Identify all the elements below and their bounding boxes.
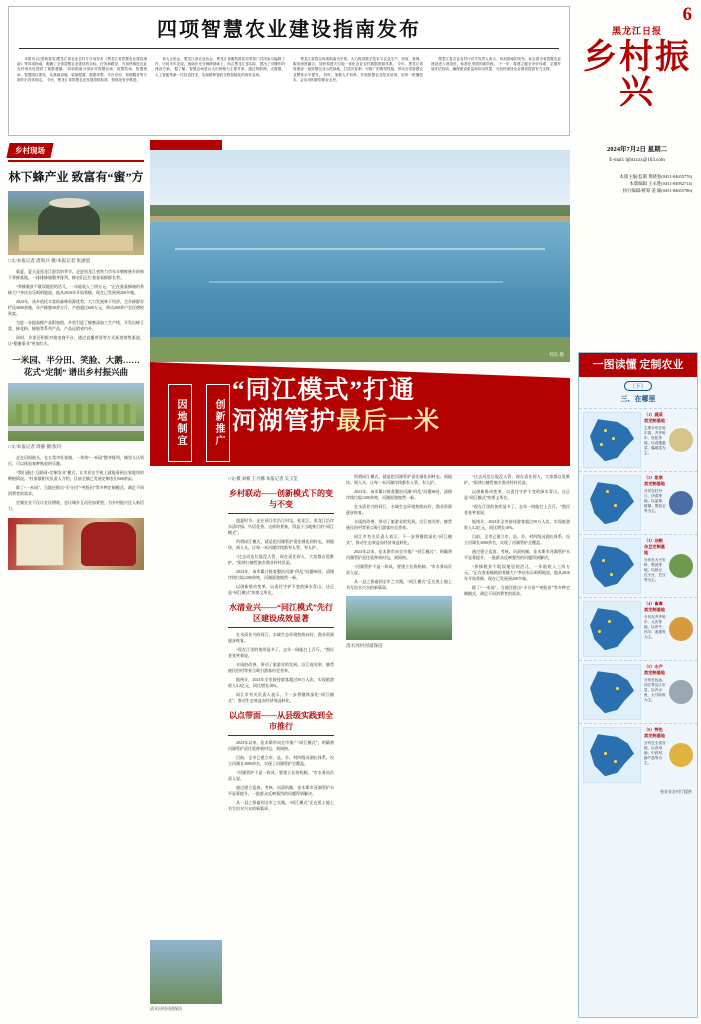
page-number: 6 xyxy=(682,4,692,25)
article-subhead-3: 以点带面——从县级实践到全市推行 xyxy=(228,710,334,736)
map-dot xyxy=(600,443,603,446)
contact-line: 本版编辑 王永胜(0451-84082714) xyxy=(629,181,692,187)
stamp-left xyxy=(158,384,192,462)
map-dot xyxy=(614,504,617,507)
left-body-2: 走在田间地头，在五常市杜家镇，一块块“一米园”整齐排列，城里人认领后，可以体验春种秋收的乐趣。 “我们通过‘互联网+定制农业’模式，让市民在手机上就能看到自家地块的种植情况。”杜家镇相关负责人介绍，目前全镇已发展定制农田500余亩。 除了“一米园”，当地还推出“半分田”“笑脸田”等多种定制模式，满足不同消费者的需求。 定制农业不仅让农民增收，也让城乡互动更加紧密，为乡村振兴注入新活力。 xyxy=(8,454,144,511)
top-headline: 四项智慧农业建设指南发布 xyxy=(157,19,421,41)
hero-photo xyxy=(150,150,570,362)
map-dot xyxy=(610,573,613,576)
item-text: （2）浆果类定制基地 分布在牡丹江、伊春等地，以蓝莓、树莓、黑加仑等为主。 xyxy=(644,475,666,514)
contact-line: 本版主编/监制 黄晓春(0451-84655776) xyxy=(619,174,692,180)
main-title-line1: “同江模式”打通 xyxy=(232,377,416,404)
province-map xyxy=(583,538,641,594)
photo-caption: □文/本报记者 唐海兵 摄/本报记者 张澍宸 xyxy=(8,258,91,264)
article-subhead-2: 水清业兴——“同江模式”先行区建设成效显著 xyxy=(228,602,334,628)
river-cleaning-photo xyxy=(346,596,452,640)
map-dot xyxy=(602,559,605,562)
photo-person xyxy=(81,522,135,566)
meat-thumb xyxy=(669,617,693,641)
infographic-subtitle: （下） xyxy=(579,381,697,391)
bottom-photo xyxy=(150,940,222,1004)
beekeeper-photo xyxy=(8,191,144,255)
photo-beehive xyxy=(19,235,133,252)
article-subhead-1: 乡村联动——创新模式下的变与不变 xyxy=(228,488,334,514)
article-body-continued-2: “过去河边垃圾没人管，现在责任到人，大家都自觉维护。”街津口赫哲族乡渔业村村民说。 以创新推动变革，以责任守护不变的绿水青山，这正是“同江模式”的要义所在。 “现在江里的鱼明显多了，去年一网能打上百斤。”渔民老张笑着说。 据统计，2023年全市接待游客超过50万人次，实现旅游收入3.2亿元，同比增长18%。 目前，全市已建立市、县、乡、村四级河湖长体系，设立河湖长3000余名，实现了河湖管护全覆盖。 通过建立巡查、考核、问责机制，佳木斯市河湖管护水平显著提升，一批群众反映强烈的问题得到解决。 “养蜂脱贫不耽误地里的活儿，一年能收入三四万元。”正在查看蜂箱的养蜂大户李庆东乐呵呵地说，他从2016年开始养蜂，现在已发展到200多箱。 除了“一米园”，当地还推出“半分田”“笑脸田”等多种定制模式，满足不同消费者的需求。 xyxy=(464,474,570,596)
grain-thumb xyxy=(669,554,693,578)
section-tag-village-scene: 乡村现场 xyxy=(6,143,53,158)
left-kicker: 一米园、半分田、笑脸、大鹅…… 花式“定制” 谱出乡村振兴曲 xyxy=(12,355,140,378)
hero-photo-credit: 何东 摄 xyxy=(549,352,564,357)
stamp-left-text: 因地制宜 xyxy=(168,384,192,462)
infographic-title: 一图读懂 定制农业 xyxy=(579,353,697,377)
article-body-1: 盛夏时节，走在同江市沿江村屯，松花江、黑龙江沿岸水清岸绿、鸟语花香。这样的景象，得益于当地推行的“同江模式”。 所谓同江模式，就是把河湖管护责任细化到村屯、到地块、到人头，让每一米河湖岸线都有人管、有人护。 “过去河边垃圾没人管，现在责任到人，大家都自觉维护。”街津口赫哲族乡渔业村村民说。 2023年，该市累计排查整治河湖“四乱”问题86处，清理岸线垃圾1200余吨，河湖面貌焕然一新。 以创新推动变革，以责任守护不变的绿水青山，这正是“同江模式”的要义所在。 xyxy=(228,518,334,595)
map-shape xyxy=(590,419,634,461)
infographic-item xyxy=(579,408,697,471)
infographic-item xyxy=(579,471,697,534)
hero-bank xyxy=(150,337,570,362)
photo2-caption: □文/本报记者 周静 摄/张玲 xyxy=(8,443,62,449)
article-byline: □文/摄 刘栋 王月娜 本报记者 吴玉玺 xyxy=(228,476,298,481)
item-text: （4）畜禽类定制基地 分布在齐齐哈尔、大庆等地，以肉牛、肉羊、禽蛋等为主。 xyxy=(644,601,666,640)
onion-thumb xyxy=(669,428,693,452)
berry-thumb xyxy=(669,491,693,515)
left-body: 临夏，夏天是黑龙江最美的季节。走进黑龙江省铁力市年丰朝鲜族乡的林下养蜂基地，一排排蜂箱整齐排列，蜂农们正忙着查看蜂群长势。 “养蜂脱贫不耽误地里的活儿，一年能收入三四万元。”正在查看蜂箱的养蜂大户李庆东乐呵呵地说，他从2016年开始养蜂，现在已发展到200多箱。 2023年，该乡依托丰富的森林资源优势，大力发展林下经济，全乡蜂群存栏达3000余箱，年产蜂蜜30余万斤，产值超过600万元，带动200余户农民增收致富。 为进一步提高蜂产品附加值，乡里引进了蜂蜜深加工生产线，开发出蜂王浆、蜂花粉、蜂胶等系列产品，产品远销省内外。 同时，乡里还积极对接电商平台，通过直播带货等方式拓宽销售渠道，让“甜蜜事业”更加红火。 xyxy=(8,269,144,347)
section-title: 乡村振兴 xyxy=(583,39,691,111)
infographic-item xyxy=(579,723,697,786)
article-columns xyxy=(228,474,570,815)
item-text: （3）杂粮杂豆定制基地 分布在大兴安岭、黑河等地，以绿豆、红小豆、芸豆等为主。 xyxy=(644,538,666,583)
main-title-line2: 河湖管护最后一米 xyxy=(232,407,441,435)
top-columns xyxy=(9,53,569,92)
article-col-3 xyxy=(464,474,570,815)
item-text: （5）水产类定制基地 分布在抚远、同江等沿江市县，以冷水鱼、大马哈鱼为主。 xyxy=(644,664,666,703)
province-map xyxy=(583,475,641,531)
section-tag-row xyxy=(8,140,144,162)
certificate-photo xyxy=(8,518,144,570)
article-photo-caption: 清水河村河道保洁 xyxy=(346,643,383,648)
map-shape xyxy=(590,671,634,713)
main-title xyxy=(232,376,562,437)
item-text: （1）蔬菜类定制基地 主要分布在哈尔滨、齐齐哈尔、绥化等地，以设施蔬菜、露地菜为主。 xyxy=(644,412,666,456)
map-shape xyxy=(590,545,634,587)
map-dot xyxy=(598,630,601,633)
top-article xyxy=(8,6,570,136)
infographic-section: 三、在哪里 xyxy=(620,395,656,404)
left-column xyxy=(8,140,144,570)
bottom-photo-caption: 清水河村河道保洁 xyxy=(150,1006,182,1011)
stamp-right-text: 创新推广 xyxy=(206,384,230,462)
item-text: （6）特色类定制基地 分布在全省各地，以食用菌、中药材、蜂产品等为主。 xyxy=(644,727,666,766)
article-col-1 xyxy=(228,474,334,815)
issue-date: 2024年7月2日 星期二 xyxy=(606,146,668,154)
photo-certificate xyxy=(16,524,64,566)
map-dot xyxy=(614,760,617,763)
map-dot xyxy=(612,437,615,440)
contact-line: 执行编辑/统筹 姜 颖(0451-84655786) xyxy=(622,188,692,194)
province-map xyxy=(583,601,641,657)
left-headline: 林下蜂产业 致富有“蜜”方 xyxy=(8,170,144,184)
map-dot xyxy=(606,490,609,493)
main-title-emphasis: 最后一米 xyxy=(336,407,441,435)
map-shape xyxy=(590,608,634,650)
stamp-right xyxy=(196,384,230,462)
article-col-2 xyxy=(346,474,452,815)
photo-plots xyxy=(16,404,136,424)
infographic-panel xyxy=(578,352,698,1018)
map-dot xyxy=(616,687,619,690)
top-col-2: 省大豆协会、黑龙江省农业协会、黑龙江省畜牧兽医局等部门共同参与编制工作，历时半年完成。指南在充分调研基础上，结合黑龙江省实际，提出了可操作的建设方案。 据了解，智慧农场是以大田种植为主要对象，通过物联网、大数据、人工智能等新一代信息技术，实现耕种管收全程智能化的现代农场。 xyxy=(155,57,285,77)
article-body-2: 在水清业兴的同江，水域生态环境持续向好，渔业资源逐步恢复。 “现在江里的鱼明显多了，去年一网能打上百斤。”渔民老张笑着说。 水质的改善，带动了旅游业的发展。沿江观光带、赫哲族民俗村等景点吸引游客纷至沓来。 据统计，2023年全市接待游客超过50万人次，实现旅游收入3.2亿元，同比增长18%。 同江市有关负责人表示，下一步将继续深化“同江模式”，推动生态效益向经济效益转化。 xyxy=(228,632,334,703)
infographic-source: 省农业农村厅提供 xyxy=(660,789,692,795)
paper-logo: 黑龙江日报 xyxy=(611,26,662,36)
province-map xyxy=(583,412,641,468)
map-dot xyxy=(604,752,607,755)
farmland-photo xyxy=(8,383,144,441)
divider xyxy=(19,48,559,49)
top-col-4: 黑龙江省农业农村厅有关负责人表示，四项指南的发布，标志着全省智慧农业建设进入规范化、标准化发展的新阶段。 下一步，将建立健全评价体系，定期开展评估验收，确保建设质量和应用效果，为加快建设农业强省提供有力支撑。 xyxy=(431,57,561,72)
hero-water-glint xyxy=(209,281,503,283)
map-dot xyxy=(604,429,607,432)
province-map xyxy=(583,727,641,783)
fish-thumb xyxy=(669,680,693,704)
editor-contacts xyxy=(578,173,696,194)
top-col-3: 黑龙江省将以四项指南为引领，大力推进数字技术与农业生产、经营、管理、服务深度融合，加快构建天空地一体化农业农村数据资源体系。 今年，黑龙江省将建设一批智慧农业示范基地，打造可复制、可推广的典型样板，带动全省智慧农业整体水平提升。 同时，加强人才培养，开展智慧农业技术培训，培育一批懂技术、会应用的新型职业农民。 xyxy=(293,57,423,82)
masthead xyxy=(578,4,696,194)
infographic-item xyxy=(579,534,697,597)
hero-water-glint xyxy=(175,248,545,250)
article-body-continued: 所谓同江模式，就是把河湖管护责任细化到村屯、到地块、到人头，让每一米河湖岸线都有人管、有人护。 2023年，该市累计排查整治河湖“四乱”问题86处，清理岸线垃圾1200余吨，河湖面貌焕然一新。 在水清业兴的同江，水域生态环境持续向好，渔业资源逐步恢复。 水质的改善，带动了旅游业的发展。沿江观光带、赫哲族民俗村等景点吸引游客纷至沓来。 同江市有关负责人表示，下一步将继续深化“同江模式”，推动生态效益向经济效益转化。 2023年以来，佳木斯市向全市推广“同江模式”，明确将河湖管护责任延伸到村屯、到网格。 “河湖管护不是一阵风，要建立长效机制。”市水务局负责人说。 从一县之探索到全市之实践，“同江模式”正在黑土地上书写治水兴水的新篇章。 xyxy=(346,474,452,590)
infographic-item xyxy=(579,660,697,723)
map-dot xyxy=(608,620,611,623)
top-col-1: 本报讯 (记者黄春英)黑龙江省农业农村厅日前发布《黑龙江省智慧农业建设指南》等四项指南，明确了全省智慧农业建设的目标、任务和路径，为加快推进农业农村现代化提供了重要遵循。 四项指南分别针对智慧农场、智慧牧场、智慧渔场、智慧园区建设，从基础设施、装备配置、数据采集、平台应用、管理服务等方面作出具体规定。 今后，黑龙江省智慧农业发展将按标准、按规范有序推进。 xyxy=(17,57,147,82)
infographic-item xyxy=(579,597,697,660)
photo-road xyxy=(8,426,144,431)
article-body-3: 2023年以来，佳木斯市向全市推广“同江模式”，明确将河湖管护责任延伸到村屯、到网格。 目前，全市已建立市、县、乡、村四级河湖长体系，设立河湖长3000余名，实现了河湖管护全覆盖。 “河湖管护不是一阵风，要建立长效机制。”市水务局负责人说。 通过建立巡查、考核、问责机制，佳木斯市河湖管护水平显著提升，一批群众反映强烈的问题得到解决。 从一县之探索到全市之实践，“同江模式”正在黑土地上书写治水兴水的新篇章。 xyxy=(228,740,334,811)
honey-thumb xyxy=(669,743,693,767)
email-address[interactable]: E-mail: hjbtxczx@163.com xyxy=(609,158,665,164)
map-shape xyxy=(590,482,634,524)
map-shape xyxy=(590,734,634,776)
photo-hat xyxy=(49,198,90,208)
province-map xyxy=(583,664,641,720)
